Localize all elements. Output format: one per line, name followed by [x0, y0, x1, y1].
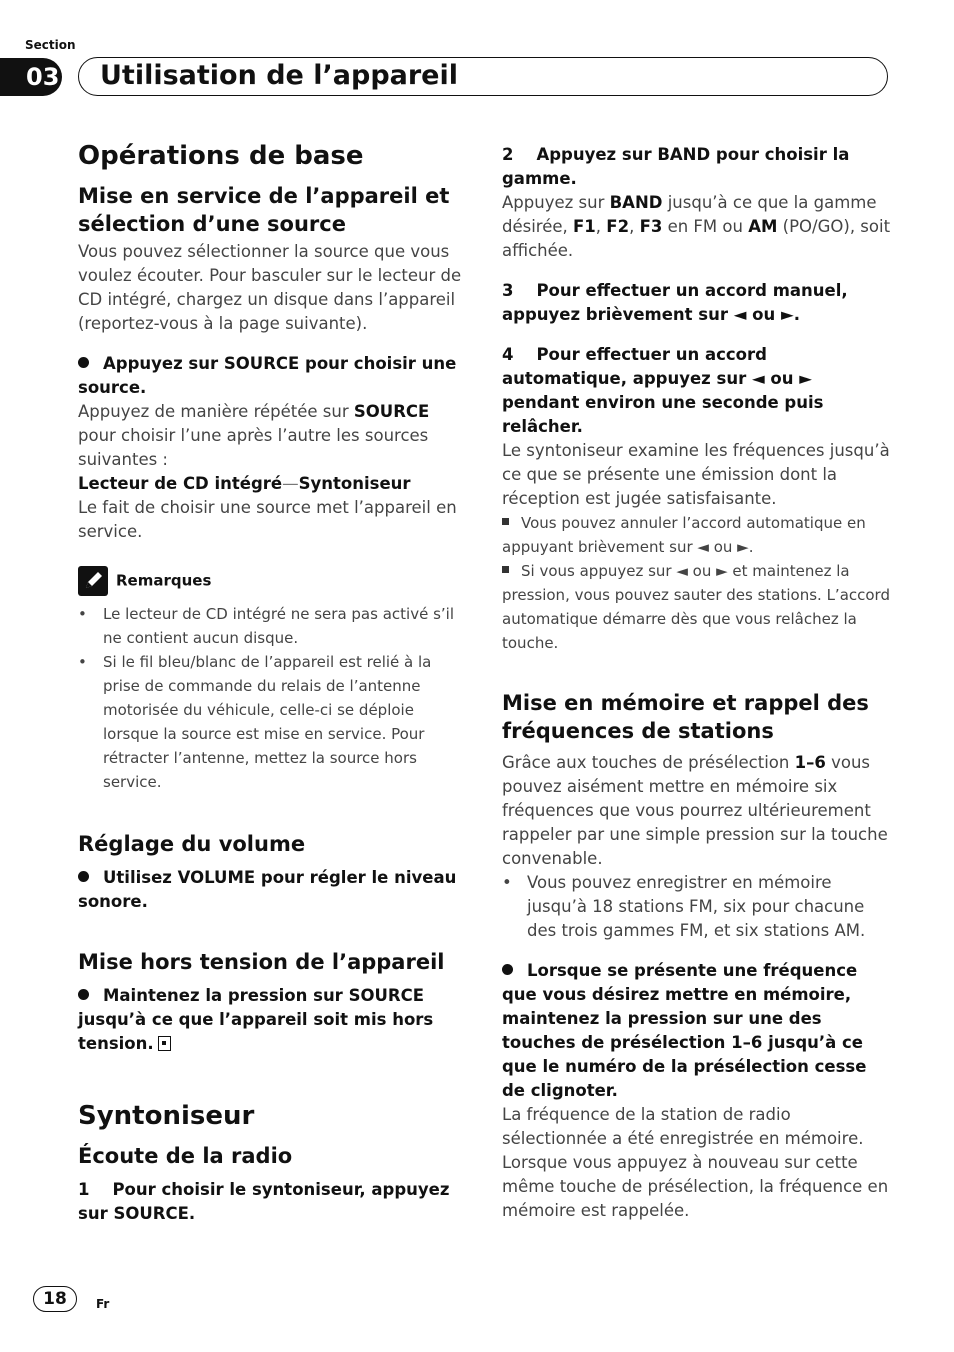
memory-paragraph: Grâce aux touches de présélection 1–6 vous pouvez aisément mettre en mémoire six fréquences que vous pourrez ultérieurement rappeler par une simple pression sur la touche convenable.	[502, 753, 888, 868]
source-activation-text: Le fait de choisir une source met l’appareil en service.	[78, 498, 457, 541]
source-paragraph: Appuyez de manière répétée sur SOURCE pour choisir l’une après l’autre les sources suivantes :	[78, 402, 430, 469]
band-paragraph: Appuyez sur BAND jusqu’à ce que la gamme désirée, F1, F2, F3 en FM ou AM (PO/GO), soit affichée.	[502, 193, 891, 260]
remarks-header: Remarques	[78, 566, 468, 596]
volume-step: Utilisez VOLUME pour régler le niveau sonore.	[78, 868, 457, 911]
pencil-note-icon	[78, 566, 108, 596]
tip-item: Si vous appuyez sur ◄ ou ► et maintenez la pression, vous pouvez sauter des stations. L’accord automatique démarre dès que vous relâchez la touche.	[502, 562, 890, 652]
mise-service-heading: Mise en service de l’appareil et sélection d’une source	[78, 184, 450, 236]
volume-heading: Réglage du volume	[78, 832, 306, 856]
bullet-icon	[78, 989, 89, 1000]
square-bullet-icon	[502, 566, 509, 573]
memory-heading: Mise en mémoire et rappel des fréquences de stations	[502, 691, 869, 743]
page-number: 18	[33, 1286, 77, 1312]
step-1: 1 Pour choisir le syntoniseur, appuyez sur SOURCE.	[78, 1180, 456, 1223]
memory-body-1: La fréquence de la station de radio sélectionnée a été enregistrée en mémoire.	[502, 1105, 864, 1148]
memory-body-2: Lorsque vous appuyez à nouveau sur cette même touche de présélection, la fréquence en mémoire est rappelée.	[502, 1153, 889, 1220]
bullet-icon	[78, 357, 89, 368]
chapter-title: Utilisation de l’appareil	[100, 60, 459, 91]
step-3: 3 Pour effectuer un accord manuel, appuyez brièvement sur ◄ ou ►.	[502, 281, 854, 324]
note-item: • Si le fil bleu/blanc de l’appareil est relié à la prise de commande du relais de l’antenne motorisée du véhicule, celle-ci se déploie lorsque la source est mise en service. Pour rétracter l’antenne, mettez la source hors service.	[78, 650, 468, 794]
source-step: Appuyez sur SOURCE pour choisir une source.	[78, 354, 457, 397]
power-off-heading: Mise hors tension de l’appareil	[78, 950, 445, 974]
mise-service-intro: Vous pouvez sélectionner la source que vous voulez écouter. Pour basculer sur le lecteur de CD intégré, chargez un disque dans l’appareil (reportez-vous à la page suivante).	[78, 242, 462, 333]
section-number-badge: 03	[0, 58, 62, 96]
step-4: 4 Pour effectuer un accord automatique, appuyez sur ◄ ou ► pendant environ une seconde puis relâcher.	[502, 345, 830, 436]
power-off-step: Maintenez la pression sur SOURCE jusqu’à ce que l’appareil soit mis hors tension.	[78, 986, 434, 1053]
source-list: Lecteur de CD intégré—Syntoniseur	[78, 474, 411, 493]
memory-note: • Vous pouvez enregistrer en mémoire jusqu’à 18 stations FM, six pour chacune des trois gammes FM, et six stations AM.	[502, 871, 892, 943]
note-item: • Le lecteur de CD intégré ne sera pas activé s’il ne contient aucun disque.	[78, 602, 468, 650]
bullet-icon	[502, 964, 513, 975]
end-mark-icon	[158, 1036, 171, 1051]
memory-step: Lorsque se présente une fréquence que vous désirez mettre en mémoire, maintenez la pression sur une des touches de présélection 1–6 jusqu’à ce que le numéro de la présélection cesse de clignoter.	[502, 961, 867, 1100]
tip-item: Vous pouvez annuler l’accord automatique en appuyant brièvement sur ◄ ou ►.	[502, 514, 866, 556]
radio-heading: Écoute de la radio	[78, 1144, 293, 1168]
left-column	[78, 140, 468, 1226]
section-label: Section	[25, 38, 76, 52]
tuner-heading: Syntoniseur	[78, 1101, 255, 1131]
step-2: 2 Appuyez sur BAND pour choisir la gamme.	[502, 145, 856, 188]
right-column	[502, 143, 892, 1223]
step-4-body: Le syntoniseur examine les fréquences jusqu’à ce que se présente une émission dont la réception est jugée satisfaisante.	[502, 441, 890, 508]
language-code: Fr	[96, 1297, 110, 1311]
ops-heading: Opérations de base	[78, 141, 364, 171]
square-bullet-icon	[502, 518, 509, 525]
bullet-icon	[78, 871, 89, 882]
